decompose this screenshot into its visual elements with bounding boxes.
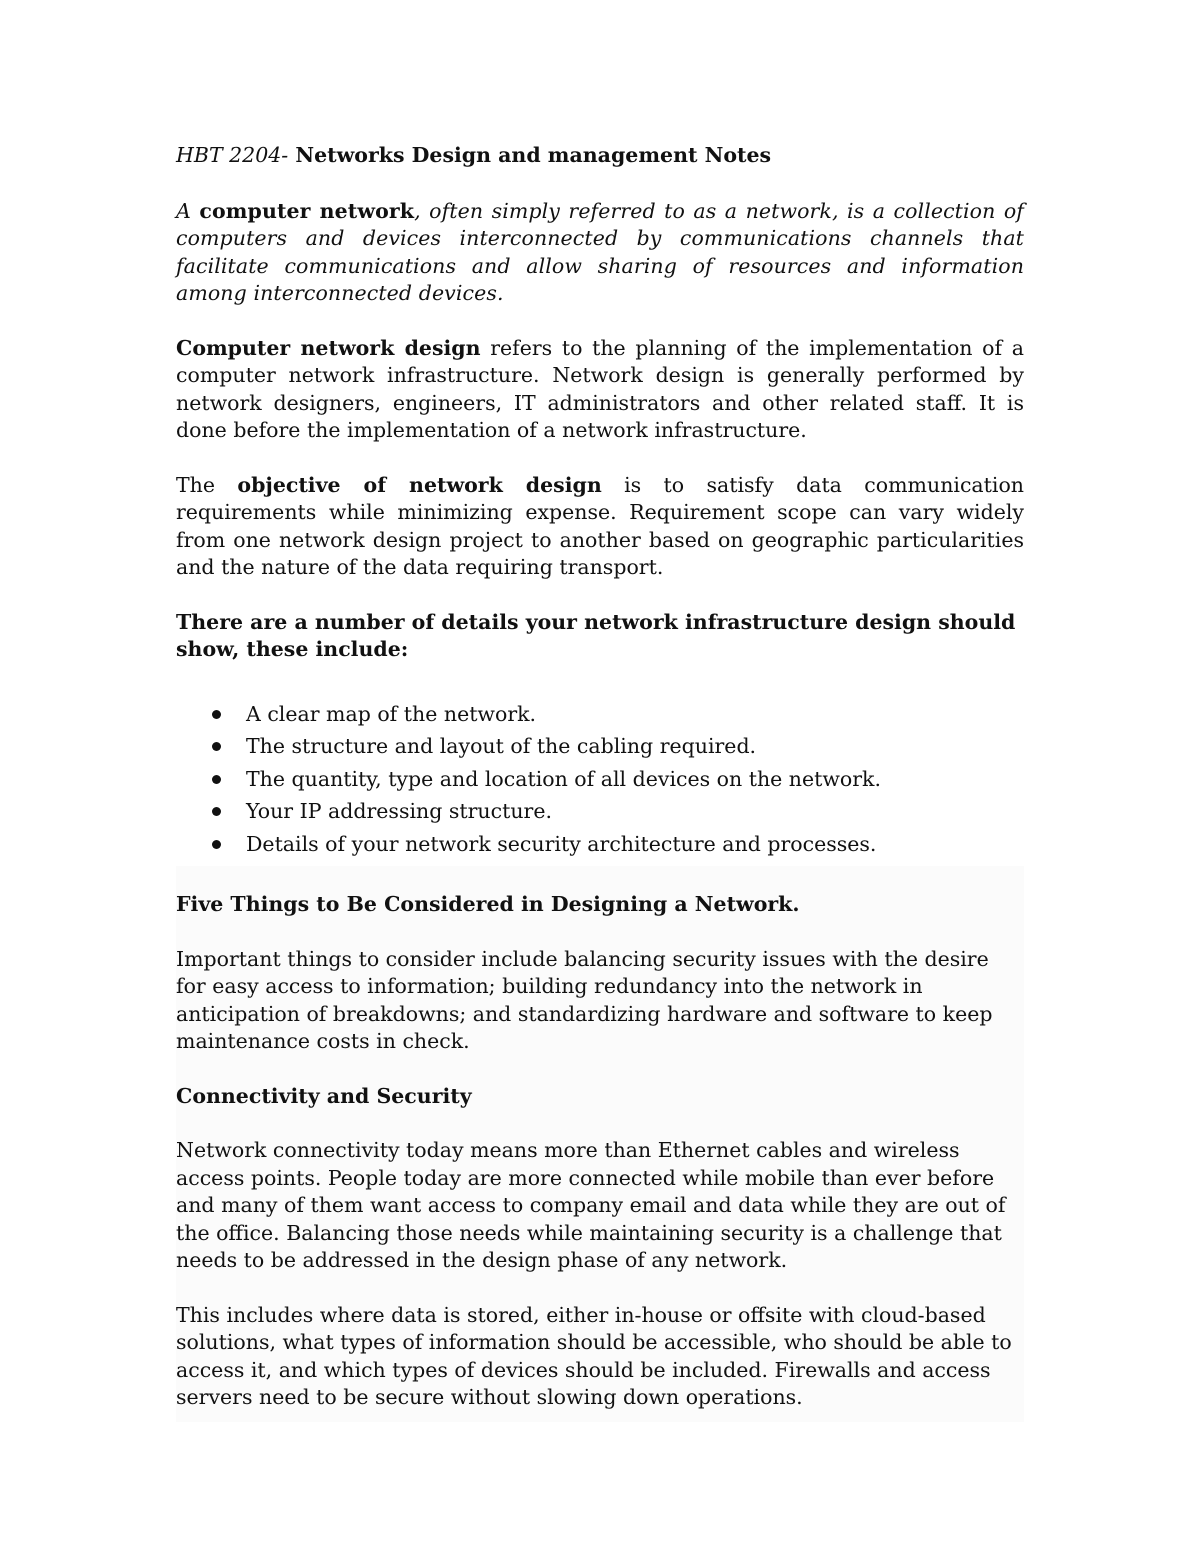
design-paragraph xyxy=(176,335,1024,445)
bullet-icon xyxy=(212,710,221,719)
list-item-text: Your IP addressing structure. xyxy=(246,799,552,823)
design-rest: refers to the planning of the implementation of a computer network infrastructure. Network design is generally performed by network designers, engineers, IT administrators and other related staff. It is done before the implementation of a network infrastructure. xyxy=(176,335,1024,442)
title-text: Networks Design and management Notes xyxy=(288,143,772,167)
connectivity-paragraph-1: Network connectivity today means more than Ethernet cables and wireless access points. People today are more connected while mobile than ever before and many of them want access to company email and data while they are out of the office. Balancing those needs while maintaining security is a challenge that needs to be addressed in the design phase of any network. xyxy=(176,1138,1006,1272)
course-code: HBT 2204- xyxy=(176,143,289,167)
list-item xyxy=(176,698,1024,731)
list-item-text: A clear map of the network. xyxy=(246,701,537,726)
intro-term: computer network xyxy=(199,198,415,223)
bullet-icon xyxy=(212,840,221,849)
bullet-icon xyxy=(212,807,221,816)
document-title xyxy=(176,142,1024,170)
five-things-heading: Five Things to Be Considered in Designing a Network. xyxy=(176,892,800,916)
details-heading: There are a number of details your network infrastructure design should show, these include: xyxy=(176,609,1016,661)
connectivity-paragraph-2: This includes where data is stored, either in-house or offsite with cloud-based solutions, what types of information should be accessible, who should be able to access it, and which types of devices should be included. Firewalls and access servers need to be secure without slowing down operations. xyxy=(176,1302,1012,1409)
list-item xyxy=(176,730,1024,763)
list-item-text: Details of your network security architecture and processes. xyxy=(246,831,877,856)
design-term: Computer network design xyxy=(176,335,481,360)
objective-rest: is to satisfy data communication requirements while minimizing expense. Requirement scope can vary widely from one network design project to another based on geographic particularities and the nature of the data requiring transport. xyxy=(176,472,1024,579)
list-item xyxy=(176,795,1024,828)
objective-paragraph xyxy=(176,472,1024,582)
list-item-text: The quantity, type and location of all devices on the network. xyxy=(246,766,881,791)
bullet-icon xyxy=(212,775,221,784)
intro-rest: , often simply referred to as a network, is a collection of computers and devices interconnected by communications channels that facilitate communications and allow sharing of resources and information among interconnected devices. xyxy=(176,198,1024,305)
document-page xyxy=(176,142,1024,1422)
objective-term: objective of network design xyxy=(237,472,602,497)
five-things-paragraph: Important things to consider include balancing security issues with the desire for easy access to information; building redundancy into the network in anticipation of breakdowns; and standardizing hardware and software to keep maintenance costs in check. xyxy=(176,946,993,1053)
list-item-text: The structure and layout of the cabling required. xyxy=(246,734,757,758)
intro-lead: A xyxy=(176,198,200,223)
considerations-section xyxy=(176,866,1024,1422)
details-list xyxy=(176,698,1024,861)
connectivity-heading: Connectivity and Security xyxy=(176,1083,472,1108)
objective-lead: The xyxy=(176,472,238,497)
list-item xyxy=(176,828,1024,861)
list-item xyxy=(176,763,1024,796)
intro-paragraph xyxy=(176,198,1024,308)
bullet-icon xyxy=(212,742,221,751)
